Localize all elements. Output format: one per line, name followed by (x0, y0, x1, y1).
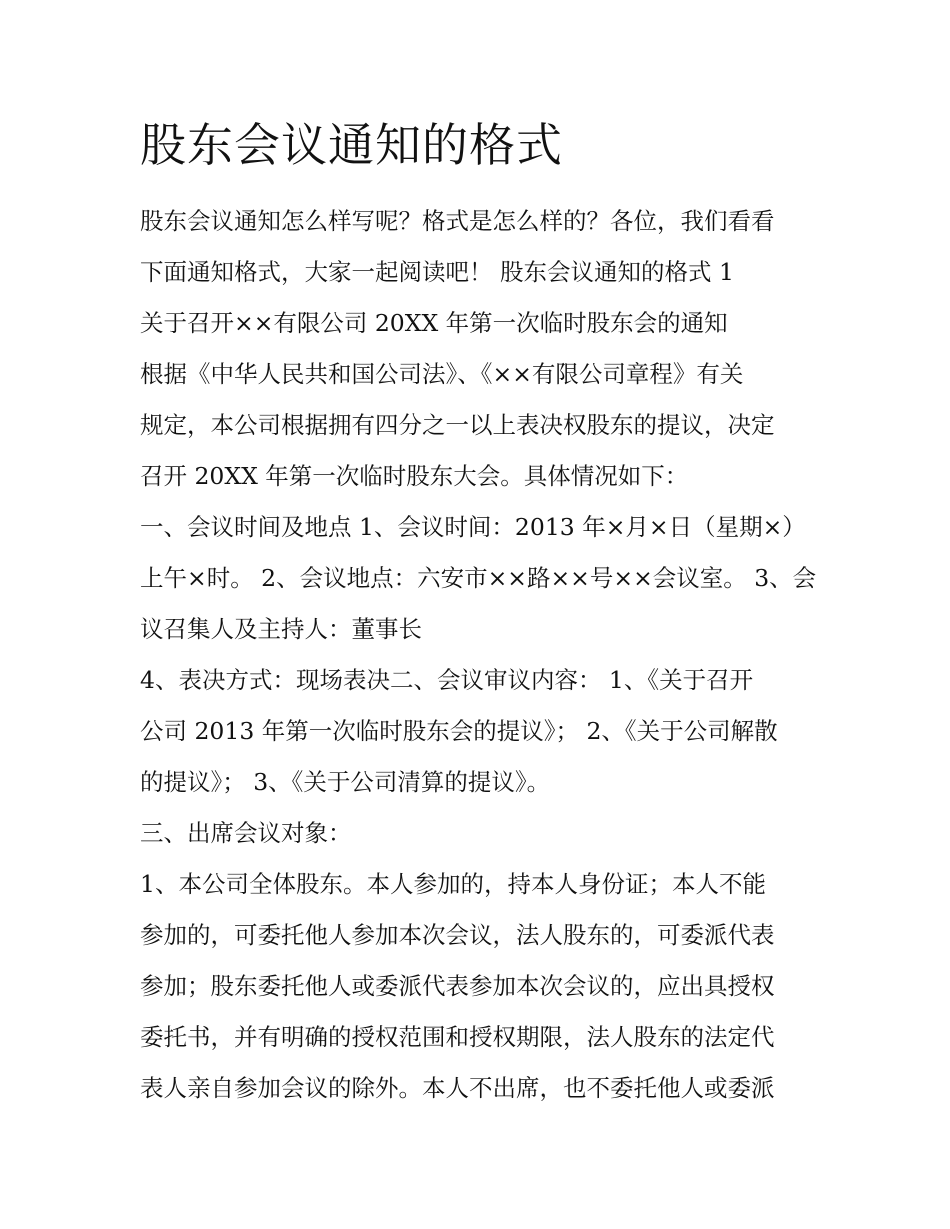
text-line: 1、本公司全体股东。本人参加的，持本人身份证；本人不能 (140, 870, 766, 898)
text-line: 召开 20XX 年第一次临时股东大会。具体情况如下： (140, 462, 689, 490)
text-line: 的提议》； 3、《关于公司清算的提议》。 (140, 768, 551, 796)
text-line: 委托书，并有明确的授权范围和授权期限，法人股东的法定代 (140, 1023, 775, 1051)
text-line: 根据《中华人民共和国公司法》、《××有限公司章程》有关 (140, 360, 744, 388)
text-line: 4、表决方式：现场表决二、会议审议内容： 1、《关于召开 (140, 666, 754, 694)
document-body (140, 196, 820, 1114)
text-line: 参加；股东委托他人或委派代表参加本次会议的，应出具授权 (140, 972, 775, 1000)
text-line: 一、会议时间及地点 1、会议时间：2013 年×月×日（星期×） (140, 513, 806, 541)
text-line: 参加的，可委托他人参加本次会议，法人股东的，可委派代表 (140, 921, 775, 949)
text-line: 下面通知格式，大家一起阅读吧！ 股东会议通知的格式 1 (140, 258, 734, 286)
text-line: 三、出席会议对象： (140, 819, 352, 847)
text-line: 股东会议通知怎么样写呢？格式是怎么样的？各位，我们看看 (140, 207, 775, 235)
text-line: 议召集人及主持人：董事长 (140, 615, 422, 643)
text-line: 上午×时。 2、会议地点：六安市××路××号××会议室。 3、会 (140, 564, 817, 592)
text-line: 关于召开××有限公司 20XX 年第一次临时股东会的通知 (140, 309, 728, 337)
text-line: 公司 2013 年第一次临时股东会的提议》； 2、《关于公司解散 (140, 717, 778, 745)
text-line: 表人亲自参加会议的除外。本人不出席，也不委托他人或委派 (140, 1074, 775, 1102)
text-line: 规定，本公司根据拥有四分之一以上表决权股东的提议，决定 (140, 411, 775, 439)
document-title: 股东会议通知的格式 (140, 118, 563, 172)
